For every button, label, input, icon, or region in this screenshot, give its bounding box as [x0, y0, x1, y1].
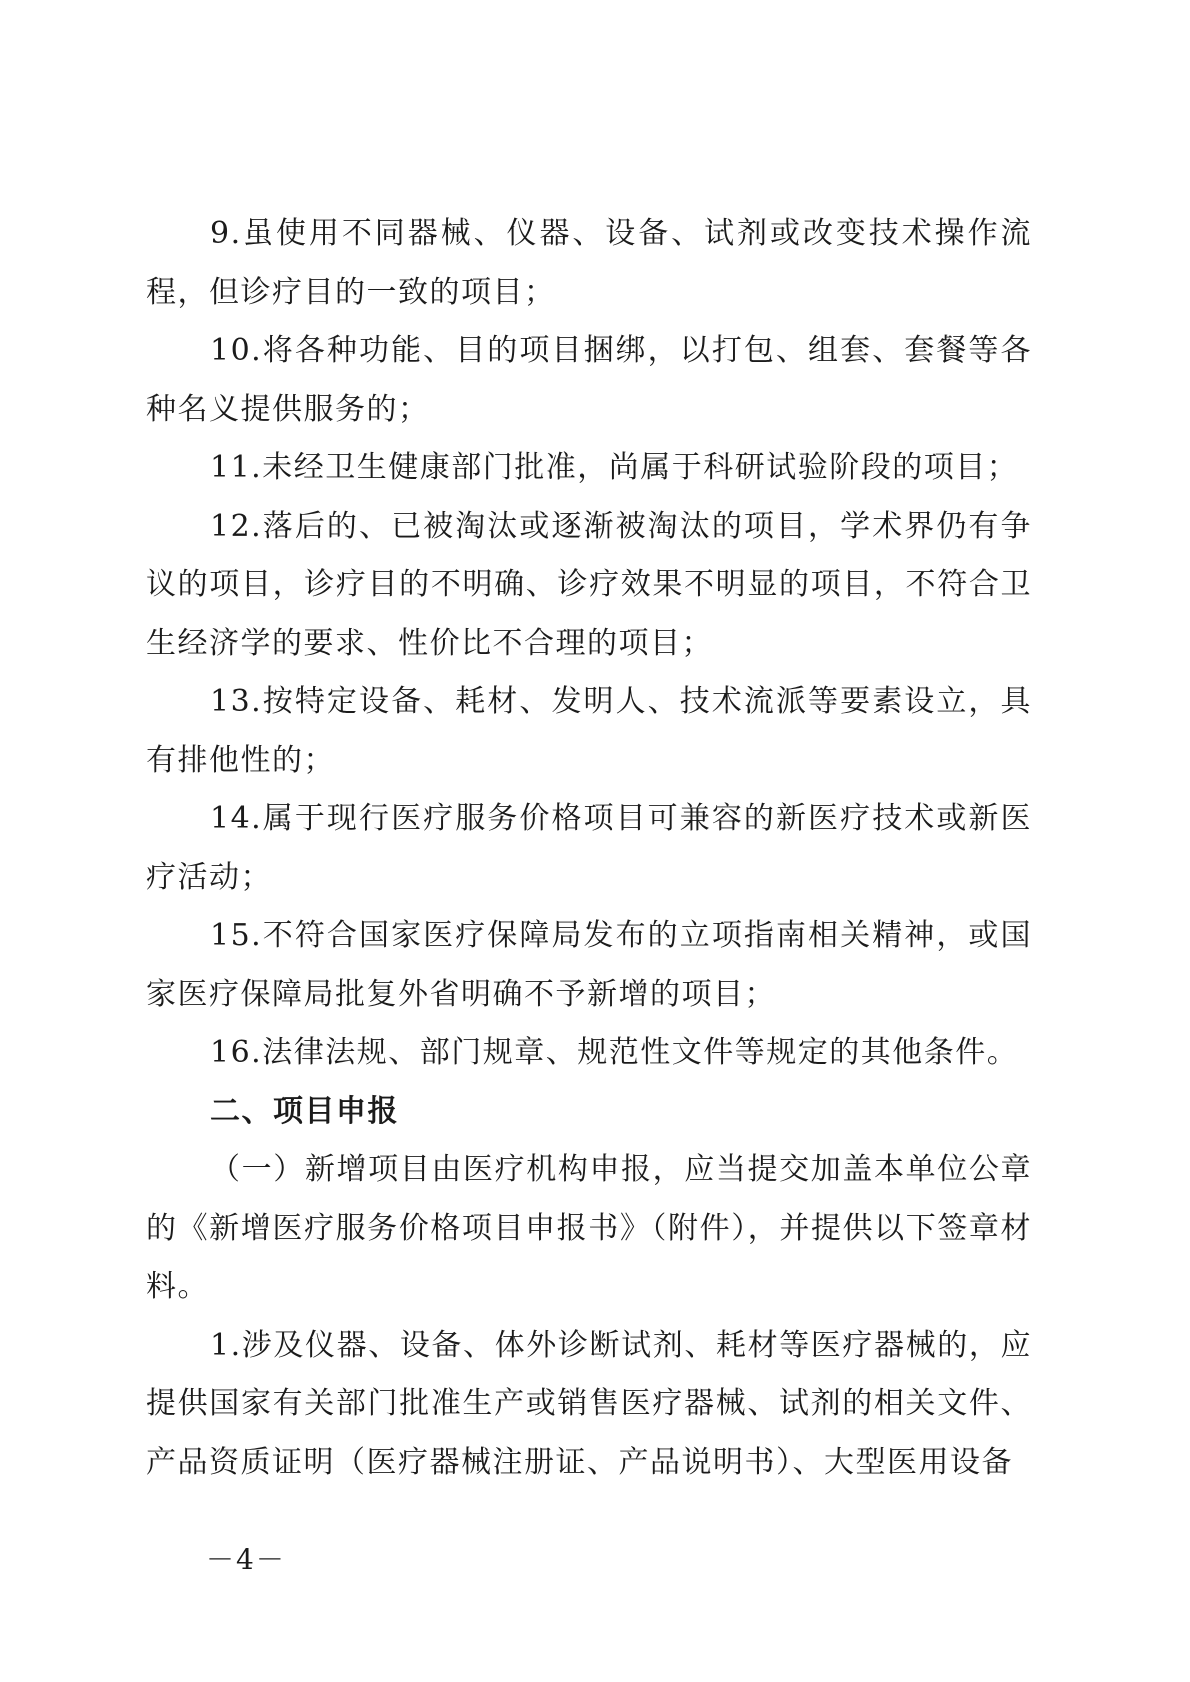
list-item-12: 12.落后的、已被淘汰或逐渐被淘汰的项目，学术界仍有争议的项目，诊疗目的不明确、诊疗效果不明显的项目，不符合卫生经济学的要求、性价比不合理的项目； [146, 508, 1032, 661]
list-item-15: 15.不符合国家医疗保障局发布的立项指南相关精神，或国家医疗保障局批复外省明确不予新增的项目； [146, 918, 1032, 1012]
list-item-9: 9.虽使用不同器械、仪器、设备、试剂或改变技术操作流程，但诊疗目的一致的项目； [146, 216, 1032, 310]
list-item-13: 13.按特定设备、耗材、发明人、技术流派等要素设立，具有排他性的； [146, 684, 1032, 778]
section-paragraph-1: （一）新增项目由医疗机构申报，应当提交加盖本单位公章的《新增医疗服务价格项目申报书》（附件），并提供以下签章材料。 [146, 1152, 1032, 1304]
list-item-14: 14.属于现行医疗服务价格项目可兼容的新医疗技术或新医疗活动； [146, 801, 1032, 895]
document-body [146, 205, 1032, 1492]
list-item-11: 11.未经卫生健康部门批准，尚属于科研试验阶段的项目； [210, 450, 1019, 485]
section-paragraph-2: 1.涉及仪器、设备、体外诊断试剂、耗材等医疗器械的，应提供国家有关部门批准生产或销售医疗器械、试剂的相关文件、产品资质证明（医疗器械注册证、产品说明书）、大型医用设备 [146, 1327, 1032, 1480]
list-item-10: 10.将各种功能、目的项目捆绑，以打包、组套、套餐等各种名义提供服务的； [146, 333, 1032, 427]
page-number: －4－ [206, 1543, 286, 1576]
section-heading: 二、项目申报 [210, 1093, 399, 1129]
list-item-16: 16.法律法规、部门规章、规范性文件等规定的其他条件。 [210, 1035, 1019, 1070]
